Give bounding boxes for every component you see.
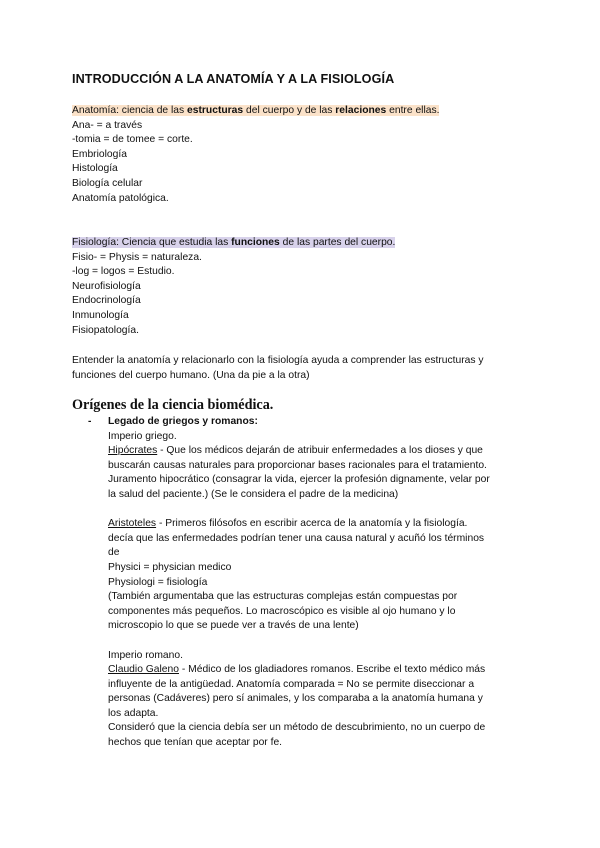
- anatomia-line: Anatomía patológica.: [72, 192, 169, 204]
- hipocrates-paragraph: [108, 444, 528, 459]
- aristoteles-line: de: [108, 547, 120, 559]
- fisiologia-def-prefix: Fisiología: Ciencia que estudia las: [72, 237, 232, 248]
- anatomia-line: Embriología: [72, 148, 127, 160]
- anatomia-line: Biología celular: [72, 177, 143, 189]
- fisiologia-line: Fisio- = Physis = naturaleza.: [72, 251, 202, 263]
- galeno-line: - Médico de los gladiadores romanos. Escribe el texto médico más: [178, 664, 486, 676]
- page-title: INTRODUCCIÓN A LA ANATOMÍA Y A LA FISIOLOGÍA: [72, 72, 395, 86]
- roman-empire-label: Imperio romano.: [108, 649, 183, 661]
- galeno-name: Claudio Galeno: [108, 664, 179, 676]
- hipocrates-name: Hipócrates: [108, 445, 158, 457]
- bullet-marker: -: [88, 416, 92, 427]
- hipocrates-line: Juramento hipocrático (consagrar la vida, ejercer la profesión dignamente, velar por: [108, 474, 490, 486]
- anatomia-def-suffix: entre ellas.: [386, 105, 440, 116]
- spacer: [108, 503, 528, 518]
- aristoteles-line: Physiologi = fisiología: [108, 576, 208, 588]
- fisiologia-line: -log = logos = Estudio.: [72, 266, 175, 278]
- galeno-line: Consideró que la ciencia debía ser un método de descubrimiento, no un cuerpo de: [108, 722, 486, 734]
- aristoteles-name: Aristoteles: [108, 518, 157, 530]
- summary-paragraph: [72, 354, 532, 383]
- galeno-line: influyente de la antigüedad. Anatomía comparada = No se permite diseccionar a: [108, 678, 475, 690]
- anatomia-def-mid: del cuerpo y de las: [243, 105, 336, 116]
- galeno-line: hechos que tenían que aceptar por fe.: [108, 737, 283, 749]
- anatomia-def-prefix: Anatomía: ciencia de las: [72, 105, 188, 116]
- aristoteles-line: decía que las enfermedades podrían tener una causa natural y acuñó los términos: [108, 532, 485, 544]
- galeno-line: los adapta.: [108, 707, 159, 719]
- anatomia-line: -tomia = de tomee = corte.: [72, 134, 193, 146]
- fisiologia-line: Neurofisiología: [72, 280, 141, 292]
- aristoteles-line: Physici = physician medico: [108, 561, 232, 573]
- galeno-paragraph: [108, 663, 528, 678]
- anatomia-line: Histología: [72, 163, 118, 175]
- legacy-list-item: [108, 415, 528, 751]
- greek-empire-label: Imperio griego.: [108, 430, 177, 442]
- aristoteles-line: - Primeros filósofos en escribir acerca de la anatomía y la fisiología.: [156, 518, 468, 530]
- anatomia-line: Ana- = a través: [72, 119, 143, 131]
- fisiologia-def-bold-funciones: funciones: [231, 237, 280, 248]
- galeno-line: personas (Cadáveres) pero sí animales, y los comparaba a la anatomía humana y: [108, 693, 483, 705]
- fisiologia-line: Endocrinología: [72, 295, 141, 307]
- spacer: [108, 634, 528, 649]
- fisiologia-definition: [72, 236, 532, 251]
- summary-line: Entender la anatomía y relacionarlo con la fisiología ayuda a comprender las estructuras y: [72, 355, 484, 366]
- anatomia-def-bold-relaciones: relaciones: [335, 105, 387, 116]
- aristoteles-line: componentes más pequeños. Lo macroscópico es visible al ojo humano y lo: [108, 605, 456, 617]
- aristoteles-paragraph: [108, 517, 528, 532]
- bullet-title: Legado de griegos y romanos:: [108, 416, 258, 427]
- fisiologia-def-suffix: de las partes del cuerpo.: [279, 237, 396, 248]
- hipocrates-line: - Que los médicos dejarán de atribuir enfermedades a los dioses y que: [157, 445, 483, 457]
- aristoteles-line: microscopio lo que se puede ver a través de una lente): [108, 620, 359, 632]
- hipocrates-line: buscarán causas naturales para proporcionar bases racionales para el tratamiento.: [108, 459, 487, 471]
- aristoteles-line: (También argumentaba que las estructuras complejas están compuestas por: [108, 591, 458, 603]
- fisiologia-line: Fisiopatología.: [72, 324, 139, 336]
- fisiologia-line: Inmunología: [72, 309, 129, 321]
- anatomia-definition: [72, 104, 532, 119]
- hipocrates-line: la salud del paciente.) (Se le considera el padre de la medicina): [108, 488, 399, 500]
- fisiologia-section: [72, 236, 532, 338]
- summary-line: funciones del cuerpo humano. (Una da pie a la otra): [72, 369, 310, 381]
- anatomia-section: [72, 104, 532, 206]
- section-heading: Orígenes de la ciencia biomédica.: [72, 397, 274, 413]
- anatomia-def-bold-estructuras: estructuras: [187, 105, 244, 116]
